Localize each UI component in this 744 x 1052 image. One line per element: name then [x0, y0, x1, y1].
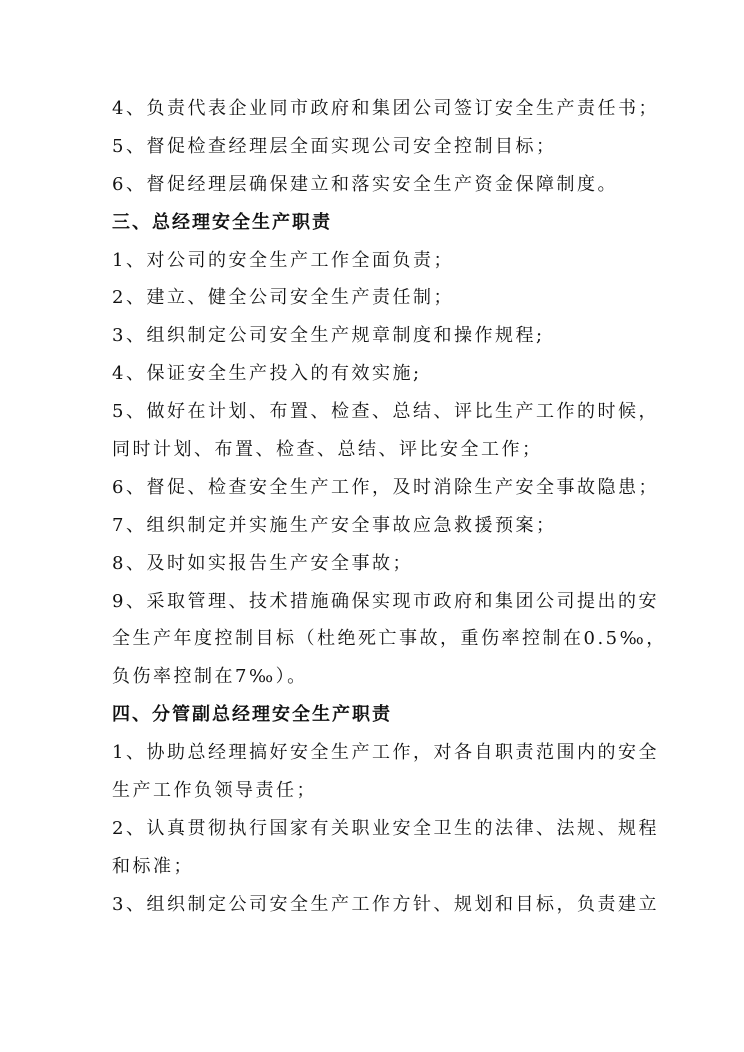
text-line: 2、建立、健全公司安全生产责任制； — [112, 287, 454, 309]
text-line: 生产工作负领导责任； — [112, 780, 317, 802]
text-line: 和标准； — [112, 855, 194, 877]
text-line: 全生产年度控制目标（杜绝死亡事故，重伤率控制在0.5‰， — [112, 628, 667, 650]
text-line: 1、协助总经理搞好安全生产工作，对各自职责范围内的安全 — [112, 742, 659, 764]
text-line: 5、督促检查经理层全面实现公司安全控制目标； — [112, 135, 557, 157]
text-line: 8、及时如实报告生产安全事故； — [112, 552, 413, 574]
text-line: 负伤率控制在7‰）。 — [112, 666, 308, 688]
text-line: 同时计划、布置、检查、总结、评比安全工作； — [112, 439, 543, 461]
text-line: 4、负责代表企业同市政府和集团公司签订安全生产责任书； — [112, 98, 659, 119]
section-heading: 三、总经理安全生产职责 — [112, 211, 332, 233]
text-line: 1、对公司的安全生产工作全面负责； — [112, 249, 454, 271]
text-line: 2、认真贯彻执行国家有关职业安全卫生的法律、法规、规程 — [112, 817, 659, 839]
text-line: 6、督促、检查安全生产工作，及时消除生产安全事故隐患； — [112, 476, 659, 498]
text-line: 3、组织制定公司安全生产规章制度和操作规程; — [112, 325, 545, 347]
text-line: 9、采取管理、技术措施确保实现市政府和集团公司提出的安 — [112, 590, 659, 612]
section-heading: 四、分管副总经理安全生产职责 — [112, 704, 392, 726]
text-line: 7、组织制定并实施生产安全事故应急救援预案； — [112, 514, 557, 536]
document-body — [112, 90, 667, 924]
text-line: 3、组织制定公司安全生产工作方针、规划和目标，负责建立 — [112, 893, 659, 915]
text-line: 6、督促经理层确保建立和落实安全生产资金保障制度。 — [112, 173, 618, 195]
text-line: 4、保证安全生产投入的有效实施; — [112, 363, 422, 385]
text-line: 5、做好在计划、布置、检查、总结、评比生产工作的时候， — [112, 401, 659, 423]
